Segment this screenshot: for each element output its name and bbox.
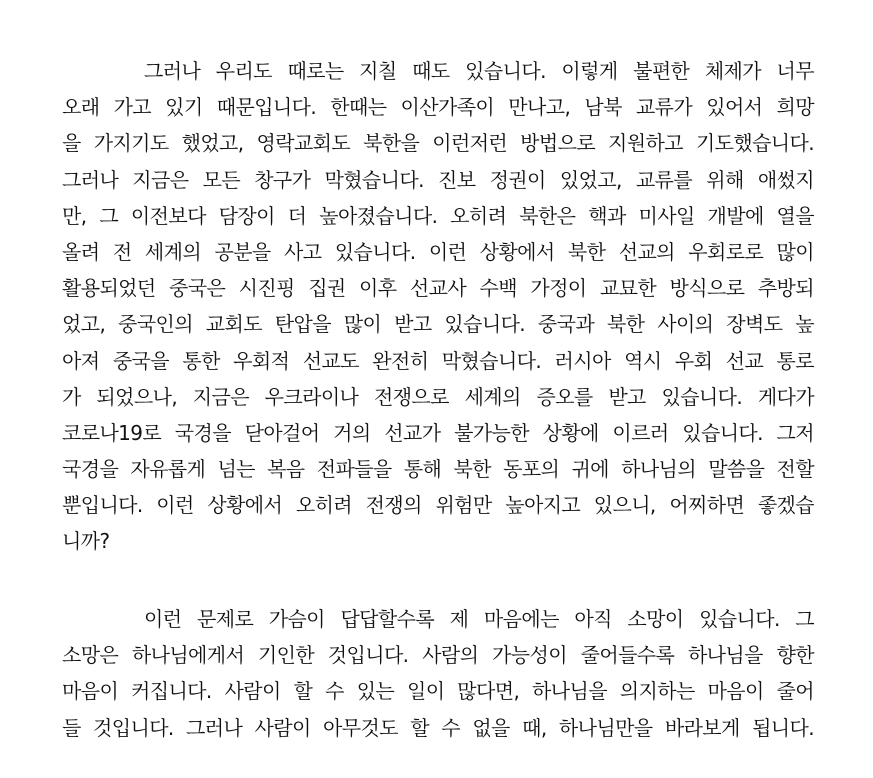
text-line: 었고, 중국인의 교회도 탄압을 많이 받고 있습니다. 중국과 북한 사이의 장벽도 높 bbox=[62, 312, 814, 337]
text-line: 코로나19로 국경을 닫아걸어 거의 선교가 불가능한 상황에 이르러 있습니다. 그저 bbox=[62, 420, 814, 445]
text-line: 활용되었던 중국은 시진핑 집권 이후 선교사 수백 가정이 교묘한 방식으로 추방되 bbox=[62, 276, 814, 301]
text-line: 니까? bbox=[62, 529, 110, 554]
text-line: 만, 그 이전보다 담장이 더 높아졌습니다. 오히려 북한은 핵과 미사일 개발에 열을 bbox=[62, 203, 814, 228]
text-line: 마음이 커집니다. 사람이 할 수 있는 일이 많다면, 하나님을 의지하는 마음이 줄어 bbox=[62, 679, 814, 704]
text-line: 가 되었으나, 지금은 우크라이나 전쟁으로 세계의 증오를 받고 있습니다. 게다가 bbox=[62, 384, 814, 409]
text-line: 국경을 자유롭게 넘는 복음 전파들을 통해 북한 동포의 귀에 하나님의 말씀을 전할 bbox=[62, 457, 814, 482]
text-line: 뿐입니다. 이런 상황에서 오히려 전쟁의 위험만 높아지고 있으니, 어찌하면 좋겠습 bbox=[62, 493, 814, 518]
text-line: 올려 전 세계의 공분을 사고 있습니다. 이런 상황에서 북한 선교의 우회로로 많이 bbox=[62, 239, 814, 264]
text-line: 이런 문제로 가슴이 답답할수록 제 마음에는 아직 소망이 있습니다. 그 bbox=[144, 607, 814, 631]
text-line: 들 것입니다. 그러나 사람이 아무것도 할 수 없을 때, 하나님만을 바라보게 됩니다. bbox=[62, 715, 814, 740]
text-line: 을 가지기도 했었고, 영락교회도 북한을 이런저런 방법으로 지원하고 기도했습니다. bbox=[62, 131, 814, 156]
text-line: 그러나 지금은 모든 창구가 막혔습니다. 진보 정권이 있었고, 교류를 위해 애썼지 bbox=[62, 167, 814, 192]
text-line: 아져 중국을 통한 우회적 선교도 완전히 막혔습니다. 러시아 역시 우회 선교 통로 bbox=[62, 348, 814, 373]
text-line: 그러나 우리도 때로는 지칠 때도 있습니다. 이렇게 불편한 체제가 너무 bbox=[144, 59, 814, 83]
text-line: 오래 가고 있기 때문입니다. 한때는 이산가족이 만나고, 남북 교류가 있어서 희망 bbox=[62, 95, 814, 120]
text-line: 소망은 하나님에게서 기인한 것입니다. 사람의 가능성이 줄어들수록 하나님을 향한 bbox=[62, 643, 814, 668]
paragraph-2 bbox=[62, 601, 814, 746]
paragraph-1 bbox=[62, 53, 814, 560]
